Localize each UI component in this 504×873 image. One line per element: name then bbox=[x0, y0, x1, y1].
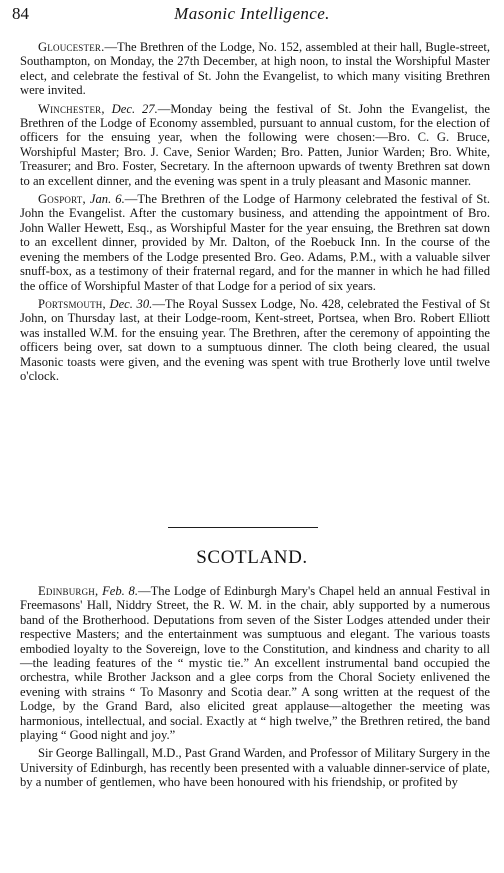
article-paragraph bbox=[20, 40, 490, 98]
paragraph-text: Sir George Ballingall, M.D., Past Grand Warden, and Professor of Military Surgery in the University of Edinburgh, has recently been presented with a valuable dinner-service of plate, by a number of gentlemen, who have been honoured with his friendship, or profited by bbox=[20, 746, 490, 790]
place-name: Gloucester. bbox=[38, 40, 105, 54]
paragraph-text: —Monday being the festival of St. John the Evangelist, the Brethren of the Lodge of Economy assembled, pursuant to annual custom, for the election of officers for the ensuing year, when the following were chosen:—Bro. C. G. Bruce, Worshipful Master; Bro. J. Cave, Senior Warden; Bro. Patten, Junior Warden; Bro. White, Treasurer; and Bro. Foster, Secretary. In the afternoon upwards of twenty Brethren sat down to an excellent dinner, and the evening was spent in a truly pleasant and Masonic manner. bbox=[20, 101, 490, 188]
paragraph-text: —The Royal Sussex Lodge, No. 428, celebrated the Festival of St John, on Thursday last, at their Lodge-room, Kent-street, Portsea, when Bro. Robert Elliott was installed W.M. for the ensuing year. The Brethren, after the ceremony of appointing the officers being over, sat down to a sumptuous dinner. The cloth being cleared, the usual Masonic toasts were given, and the evening was spent with true Brotherly love until twelve o'clock. bbox=[20, 296, 490, 383]
article-paragraph bbox=[20, 192, 490, 293]
section-divider bbox=[168, 527, 318, 528]
running-title: Masonic Intelligence. bbox=[174, 4, 330, 23]
date-text: Jan. 6. bbox=[89, 192, 125, 207]
place-name: Winchester, bbox=[38, 101, 105, 116]
paragraph-text: —The Brethren of the Lodge, No. 152, assembled at their hall, Bugle-street, Southampton, on Monday, the 27th December, at high noon, to instal the Worshipful Master elect, and celebrate the festival of St. John the Evangelist, to which many visiting Brethren were invited. bbox=[20, 40, 490, 98]
page-header bbox=[12, 4, 492, 26]
place-name: Edinburgh, bbox=[38, 584, 99, 598]
page-number: 84 bbox=[12, 4, 29, 23]
england-section bbox=[20, 40, 490, 387]
paragraph-text: —The Lodge of Edinburgh Mary's Chapel held an annual Festival in Freemasons' Hall, Niddry Street, the R. W. M. in the chair, ably supported by a numerous band of the Brotherhood. Deputations from seven of the Sister Lodges attended under their respective Masters; and the entertainment was sumptuous and elegant. The various toasts embodied loyalty to the Sovereign, love to the Constitution, and kindness and charity to all—the leading features of the “ mystic tie.” An excellent instrumental band occupied the orchestra, while Brother Jackson and a glee corps from the Choral Society enlivened the evening with strains “ To Masonry and Scotia dear.” A song written at the request of the Lodge, by the Grand Bard, also elicited great applause—altogether the meeting was harmonious, intellectual, and social. Exactly at “ high twelve,” the Brethren retired, the band playing “ Good night and joy.” bbox=[20, 584, 490, 743]
date-text: Dec. 30. bbox=[109, 296, 153, 311]
paragraph-text: —The Brethren of the Lodge of Harmony celebrated the festival of St. John the Evangelist. After the customary business, and attending the appointment of Bro. John Waller Hewett, Esq., as Worshipful Master for the year ensuing, the Brethren sat down to an excellent dinner, provided by Mr. Dalton, of the Roebuck Inn. In the course of the evening the members of the Lodge presented Bro. Geo. Adams, P.M., with a valuable silver snuff-box, as a testimony of their fraternal regard, and for the manner in which he had filled the office of Worshipful Master of that Lodge for a period of six years. bbox=[20, 192, 490, 293]
section-heading: SCOTLAND. bbox=[196, 547, 308, 568]
scotland-section bbox=[20, 584, 490, 794]
place-name: Portsmouth, bbox=[38, 296, 106, 311]
article-paragraph bbox=[20, 102, 490, 188]
article-paragraph bbox=[20, 584, 490, 742]
place-name: Gosport, bbox=[38, 192, 86, 207]
date-text: Feb. 8. bbox=[102, 584, 138, 598]
article-paragraph bbox=[20, 297, 490, 383]
article-paragraph bbox=[20, 746, 490, 789]
date-text: Dec. 27. bbox=[111, 101, 158, 116]
